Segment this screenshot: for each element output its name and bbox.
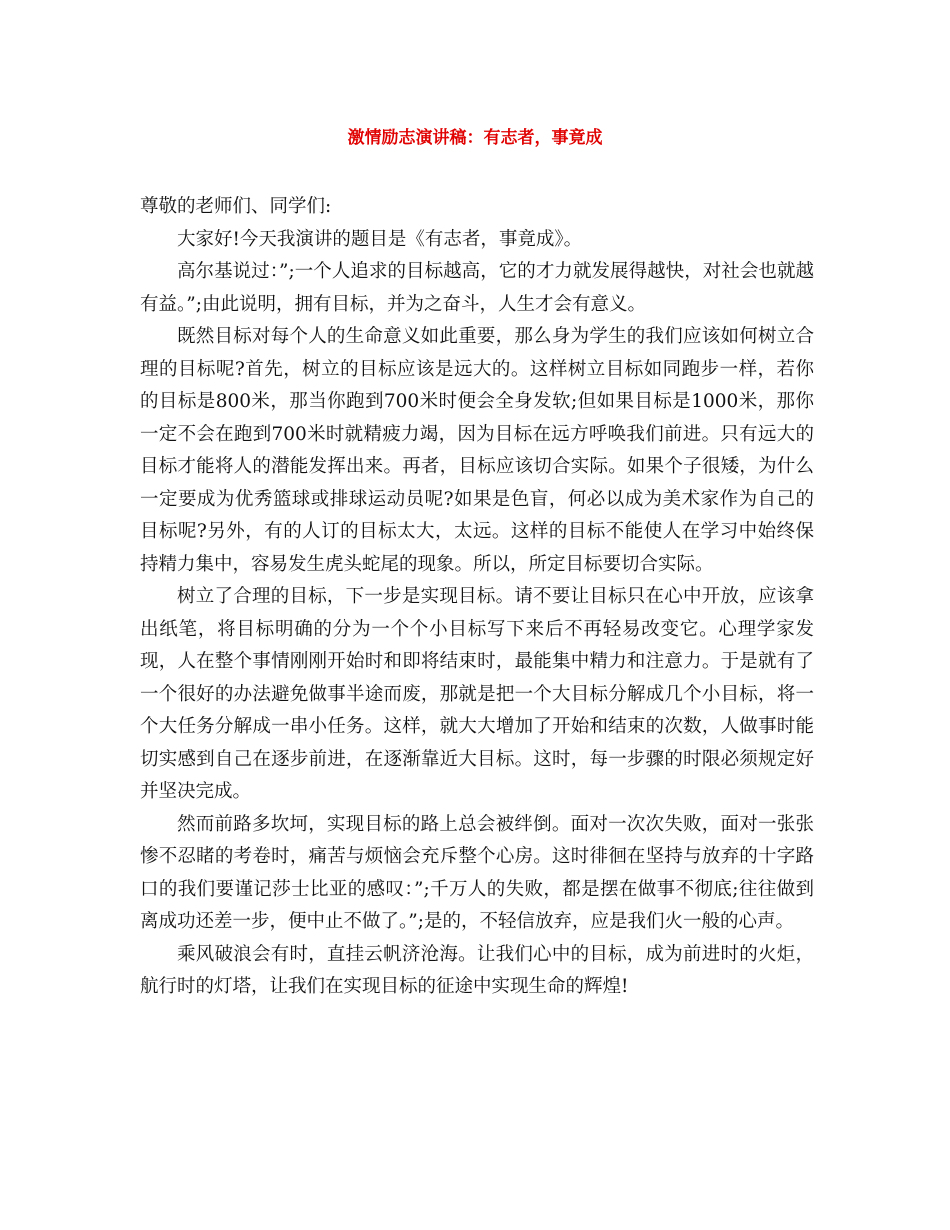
paragraph-achieve-goals: 树立了合理的目标，下一步是实现目标。请不要让目标只在心中开放，应该拿出纸笔，将目标明确的分为一个个小目标写下来后不再轻易改变它。心理学家发现，人在整个事情刚刚开始时和即将结束时，最能集中精力和注意力。于是就有了一个很好的办法避免做事半途而废，那就是把一个大目标分解成几个小目标，将一个大任务分解成一串小任务。这样，就大大增加了开始和结束的次数，人做事时能切实感到自己在逐步前进，在逐渐靠近大目标。这时，每一步骤的时限必须规定好并坚决完成。 xyxy=(140,586,814,802)
document-title: 激情励志演讲稿：有志者，事竟成 xyxy=(347,128,603,148)
paragraph-quote-gorky: 高尔基说过：”;一个人追求的目标越高，它的才力就发展得越快，对社会也就越有益。”;由此说明，拥有目标，并为之奋斗，人生才会有意义。 xyxy=(140,261,814,315)
paragraph-set-goals: 既然目标对每个人的生命意义如此重要，那么身为学生的我们应该如何树立合理的目标呢?首先，树立的目标应该是远大的。这样树立目标如同跑步一样，若你的目标是800米，那当你跑到700米时便会全身发软;但如果目标是1000米，那你一定不会在跑到700米时就精疲力竭，因为目标在远方呼唤我们前进。只有远大的目标才能将人的潜能发挥出来。再者，目标应该切合实际。如果个子很矮，为什么一定要成为优秀篮球或排球运动员呢?如果是色盲，何必以成为美术家作为自己的目标呢?另外，有的人订的目标太大，太远。这样的目标不能使人在学习中始终保持精力集中，容易发生虎头蛇尾的现象。所以，所定目标要切合实际。 xyxy=(140,326,814,575)
paragraph-greeting: 大家好!今天我演讲的题目是《有志者，事竟成》。 xyxy=(177,228,583,250)
paragraph-closing: 乘风破浪会有时，直挂云帆济沧海。让我们心中的目标，成为前进时的火炬，航行时的灯塔，让我们在实现目标的征途中实现生命的辉煌! xyxy=(140,943,814,997)
salutation: 尊敬的老师们、同学们: xyxy=(140,196,332,217)
document-body xyxy=(140,191,814,1004)
paragraph-persevere: 然而前路多坎坷，实现目标的路上总会被绊倒。面对一次次失败，面对一张张惨不忍睹的考卷时，痛苦与烦恼会充斥整个心房。这时徘徊在坚持与放弃的十字路口的我们要谨记莎士比亚的感叹：”;千万人的失败，都是摆在做事不彻底;往往做到离成功还差一步，便中止不做了。”;是的，不轻信放弃，应是我们火一般的心声。 xyxy=(140,813,814,932)
